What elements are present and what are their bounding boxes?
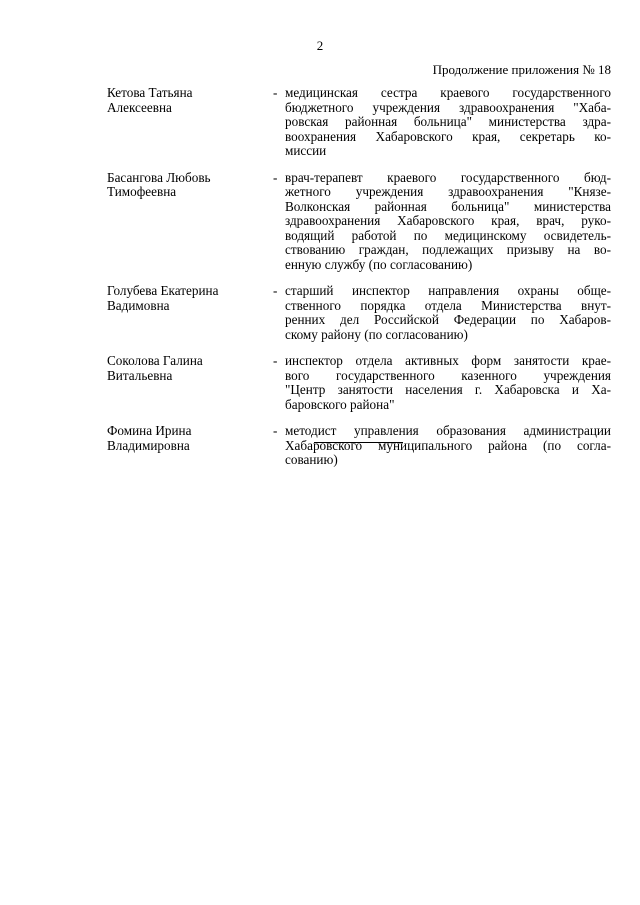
member-position-line: миссии xyxy=(285,143,327,158)
member-position-line: "Центр занятости населения г. Хабаровска и Ха- xyxy=(285,382,611,397)
member-position xyxy=(285,171,611,273)
member-name xyxy=(107,86,273,159)
commission-member-list xyxy=(107,86,611,480)
member-entry xyxy=(107,86,611,159)
member-dash: - xyxy=(273,283,278,298)
member-position-line: енную службу (по согласованию) xyxy=(285,256,473,272)
member-position-line: вого государственного казенного учреждения xyxy=(285,367,611,383)
member-name-line: Кетова Татьяна xyxy=(107,85,193,100)
member-name-line: Соколова Галина xyxy=(107,353,203,368)
member-position-line: баровского района" xyxy=(285,396,395,412)
member-position-line: воохранения Хабаровского края, секретарь ко- xyxy=(285,128,611,144)
member-name-line: Алексеевна xyxy=(107,99,172,115)
member-position xyxy=(285,86,611,159)
member-position xyxy=(285,284,611,342)
member-name xyxy=(107,424,273,468)
member-position-line: жетного учреждения здравоохранения "Князе- xyxy=(285,184,611,199)
page-number: 2 xyxy=(316,38,324,53)
member-name-line: Голубева Екатерина xyxy=(107,283,219,298)
member-entry xyxy=(107,424,611,468)
member-position-line: сованию) xyxy=(285,452,338,467)
member-position xyxy=(285,424,611,468)
member-position-line: здравоохранения Хабаровского края, врач, руко- xyxy=(285,213,611,228)
member-dash: - xyxy=(273,423,278,438)
end-divider-line xyxy=(314,442,403,443)
member-position-line: ренних дел Российской Федерации по Хабаров- xyxy=(285,312,611,327)
member-position-line: врач-терапевт краевого государственного бюд- xyxy=(285,169,611,185)
member-position-line: бюджетного учреждения здравоохранения "Хаба- xyxy=(285,99,611,115)
member-position-line: методист управления образования администрации xyxy=(285,423,611,438)
member-position-line: инспектор отдела активных форм занятости крае- xyxy=(285,353,611,368)
member-position-line: старший инспектор направления охраны обще- xyxy=(285,283,611,298)
member-name xyxy=(107,171,273,273)
member-name xyxy=(107,354,273,412)
member-position-line: водящий работой по медицинскому освидетель- xyxy=(285,227,611,243)
member-position-line: ровская районная больница" министерства здра- xyxy=(285,114,611,129)
member-entry xyxy=(107,284,611,342)
member-dash: - xyxy=(273,169,278,185)
member-position xyxy=(285,354,611,412)
member-name-line: Басангова Любовь xyxy=(107,169,211,185)
member-position-line: Хабаровского муниципального района (по согла- xyxy=(285,437,611,453)
appendix-continuation-note: Продолжение приложения № 18 xyxy=(432,62,611,77)
member-name-line: Владимировна xyxy=(107,437,190,453)
member-position-line: ственного порядка отдела Министерства внут- xyxy=(285,297,611,313)
member-dash: - xyxy=(273,353,278,368)
member-name-line: Тимофеевна xyxy=(107,184,177,199)
member-name xyxy=(107,284,273,342)
member-name-line: Витальевна xyxy=(107,367,173,383)
member-entry xyxy=(107,354,611,412)
member-name-line: Вадимовна xyxy=(107,297,170,313)
member-position-line: Волконская районная больница" министерства xyxy=(285,198,611,214)
member-position-line: ствованию граждан, подлежащих призыву на во- xyxy=(285,242,611,257)
member-position-line: скому району (по согласованию) xyxy=(285,326,468,342)
member-name-line: Фомина Ирина xyxy=(107,423,192,438)
member-position-line: медицинская сестра краевого государственного xyxy=(285,85,611,100)
member-dash: - xyxy=(273,85,278,100)
member-entry xyxy=(107,171,611,273)
